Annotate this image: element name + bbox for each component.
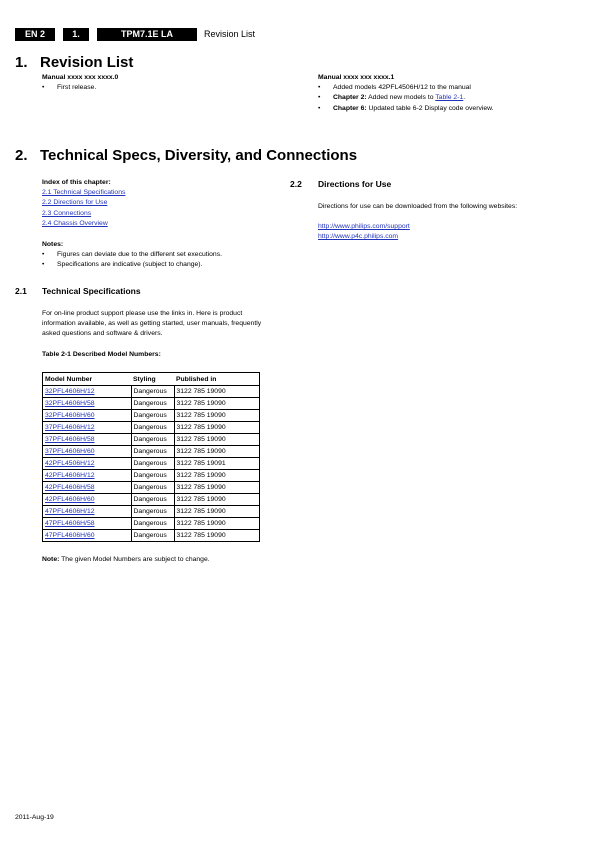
table-row [43, 410, 260, 422]
notes-block [42, 240, 282, 271]
published-in-cell: 3122 785 19090 [174, 470, 260, 482]
section-2-1-title: Technical Specifications [42, 286, 141, 296]
index-title: Index of this chapter: [42, 179, 111, 186]
table-row [43, 494, 260, 506]
model-link[interactable]: 47PFL4606H/58 [45, 520, 95, 527]
model-link[interactable]: 32PFL4606H/58 [45, 400, 95, 407]
model-link[interactable]: 37PFL4606H/60 [45, 448, 95, 455]
model-link[interactable]: 42PFL4606H/60 [45, 496, 95, 503]
published-in-cell: 3122 785 19090 [174, 530, 260, 542]
index-link-directions[interactable]: 2.2 Directions for Use [42, 199, 108, 207]
index-link-chassis-overview[interactable]: 2.4 Chassis Overview [42, 219, 108, 227]
table-row [43, 434, 260, 446]
table-note: Note: The given Model Numbers are subject to change. [42, 556, 210, 563]
published-in-cell: 3122 785 19090 [174, 446, 260, 458]
published-in-cell: 3122 785 19090 [174, 434, 260, 446]
model-link[interactable]: 42PFL4606H/12 [45, 472, 95, 479]
section-2-2-title: Directions for Use [318, 179, 392, 189]
model-number-cell[interactable] [43, 410, 132, 422]
styling-cell: Dangerous [131, 458, 174, 470]
model-number-cell[interactable] [43, 530, 132, 542]
col-header-styling: Styling [131, 373, 174, 386]
published-in-cell: 3122 785 19090 [174, 518, 260, 530]
section-2-2-text: Directions for use can be downloaded from the following websites: [318, 203, 518, 210]
model-link[interactable]: 42PFL4506H/12 [45, 460, 95, 467]
chapter-index [42, 178, 272, 229]
model-link[interactable]: 42PFL4606H/58 [45, 484, 95, 491]
styling-cell: Dangerous [131, 530, 174, 542]
styling-cell: Dangerous [131, 494, 174, 506]
model-number-cell[interactable] [43, 506, 132, 518]
model-number-cell[interactable] [43, 518, 132, 530]
model-numbers-table [42, 372, 260, 542]
published-in-cell: 3122 785 19090 [174, 506, 260, 518]
revision-right [318, 73, 558, 114]
revision-left [42, 73, 282, 93]
published-in-cell: 3122 785 19090 [174, 386, 260, 398]
model-number-cell[interactable] [43, 434, 132, 446]
header-title: Revision List [204, 29, 256, 39]
published-in-cell: 3122 785 19090 [174, 482, 260, 494]
table-row [43, 386, 260, 398]
revision-item: • Added models 42PFL4506H/12 to the manual [318, 83, 558, 93]
model-number-cell[interactable] [43, 386, 132, 398]
model-number-cell[interactable] [43, 482, 132, 494]
section2-heading: 2. Technical Specs, Diversity, and Connections [15, 147, 358, 164]
published-in-cell: 3122 785 19090 [174, 422, 260, 434]
model-number-cell[interactable] [43, 458, 132, 470]
table-row [43, 518, 260, 530]
model-link[interactable]: 32PFL4606H/60 [45, 412, 95, 419]
table-row [43, 422, 260, 434]
table-2-1-link[interactable]: Table 2-1 [435, 94, 464, 102]
styling-cell: Dangerous [131, 470, 174, 482]
revision-item: • First release. [42, 83, 282, 93]
styling-cell: Dangerous [131, 446, 174, 458]
chapter-tag-en: EN 2 [15, 28, 55, 41]
revision-item: • Chapter 6: Updated table 6-2 Display code overview. [318, 104, 558, 114]
published-in-cell: 3122 785 19090 [174, 494, 260, 506]
section1-heading: 1. Revision List [15, 54, 134, 71]
index-link-connections[interactable]: 2.3 Connections [42, 209, 92, 217]
notes-title: Notes: [42, 241, 64, 248]
table-caption: Table 2-1 Described Model Numbers: [42, 351, 161, 358]
footer-date: 2011-Aug-19 [15, 814, 54, 821]
section-2-1-text: For on-line product support please use the links in. Here is product information available, as well as getting started, user manuals, frequently asked questions and software & drivers. [42, 310, 262, 338]
styling-cell: Dangerous [131, 506, 174, 518]
p4c-philips-link[interactable]: http://www.p4c.philips.com [318, 233, 399, 241]
published-in-cell: 3122 785 19091 [174, 458, 260, 470]
philips-support-link[interactable]: http://www.philips.com/support [318, 223, 410, 230]
table-row [43, 530, 260, 542]
revision-item: • Chapter 2: Added new models to Table 2-1. [318, 93, 558, 103]
note-item: • Specifications are indicative (subject to change). [42, 260, 282, 270]
model-number-cell[interactable] [43, 398, 132, 410]
col-header-published: Published in [174, 373, 260, 386]
table-row [43, 506, 260, 518]
manual-version-0: Manual xxxx xxx xxxx.0 [42, 74, 119, 81]
table-row [43, 458, 260, 470]
styling-cell: Dangerous [131, 482, 174, 494]
col-header-model: Model Number [43, 373, 132, 386]
published-in-cell: 3122 785 19090 [174, 398, 260, 410]
model-number-cell[interactable] [43, 446, 132, 458]
model-number-cell[interactable] [43, 470, 132, 482]
chassis-tag: TPM7.1E LA [97, 28, 197, 41]
index-link-technical-specs[interactable]: 2.1 Technical Specifications [42, 189, 126, 197]
manual-version-1: Manual xxxx xxx xxxx.1 [318, 74, 395, 81]
model-link[interactable]: 32PFL4606H/12 [45, 388, 95, 395]
styling-cell: Dangerous [131, 422, 174, 434]
support-links [318, 222, 410, 242]
model-number-cell[interactable] [43, 422, 132, 434]
table-header-row [43, 373, 260, 386]
model-number-cell[interactable] [43, 494, 132, 506]
section-2-1-number: 2.1 [15, 286, 27, 296]
model-link[interactable]: 47PFL4606H/60 [45, 532, 95, 539]
section-2-2-number: 2.2 [290, 179, 302, 189]
model-link[interactable]: 37PFL4606H/58 [45, 436, 95, 443]
model-link[interactable]: 37PFL4606H/12 [45, 424, 95, 431]
note-item: • Figures can deviate due to the different set executions. [42, 250, 282, 260]
styling-cell: Dangerous [131, 410, 174, 422]
styling-cell: Dangerous [131, 398, 174, 410]
styling-cell: Dangerous [131, 518, 174, 530]
table-row [43, 398, 260, 410]
model-link[interactable]: 47PFL4606H/12 [45, 508, 95, 515]
styling-cell: Dangerous [131, 434, 174, 446]
table-row [43, 482, 260, 494]
chapter-tag-number: 1. [63, 28, 89, 41]
table-row [43, 446, 260, 458]
published-in-cell: 3122 785 19090 [174, 410, 260, 422]
table-row [43, 470, 260, 482]
styling-cell: Dangerous [131, 386, 174, 398]
